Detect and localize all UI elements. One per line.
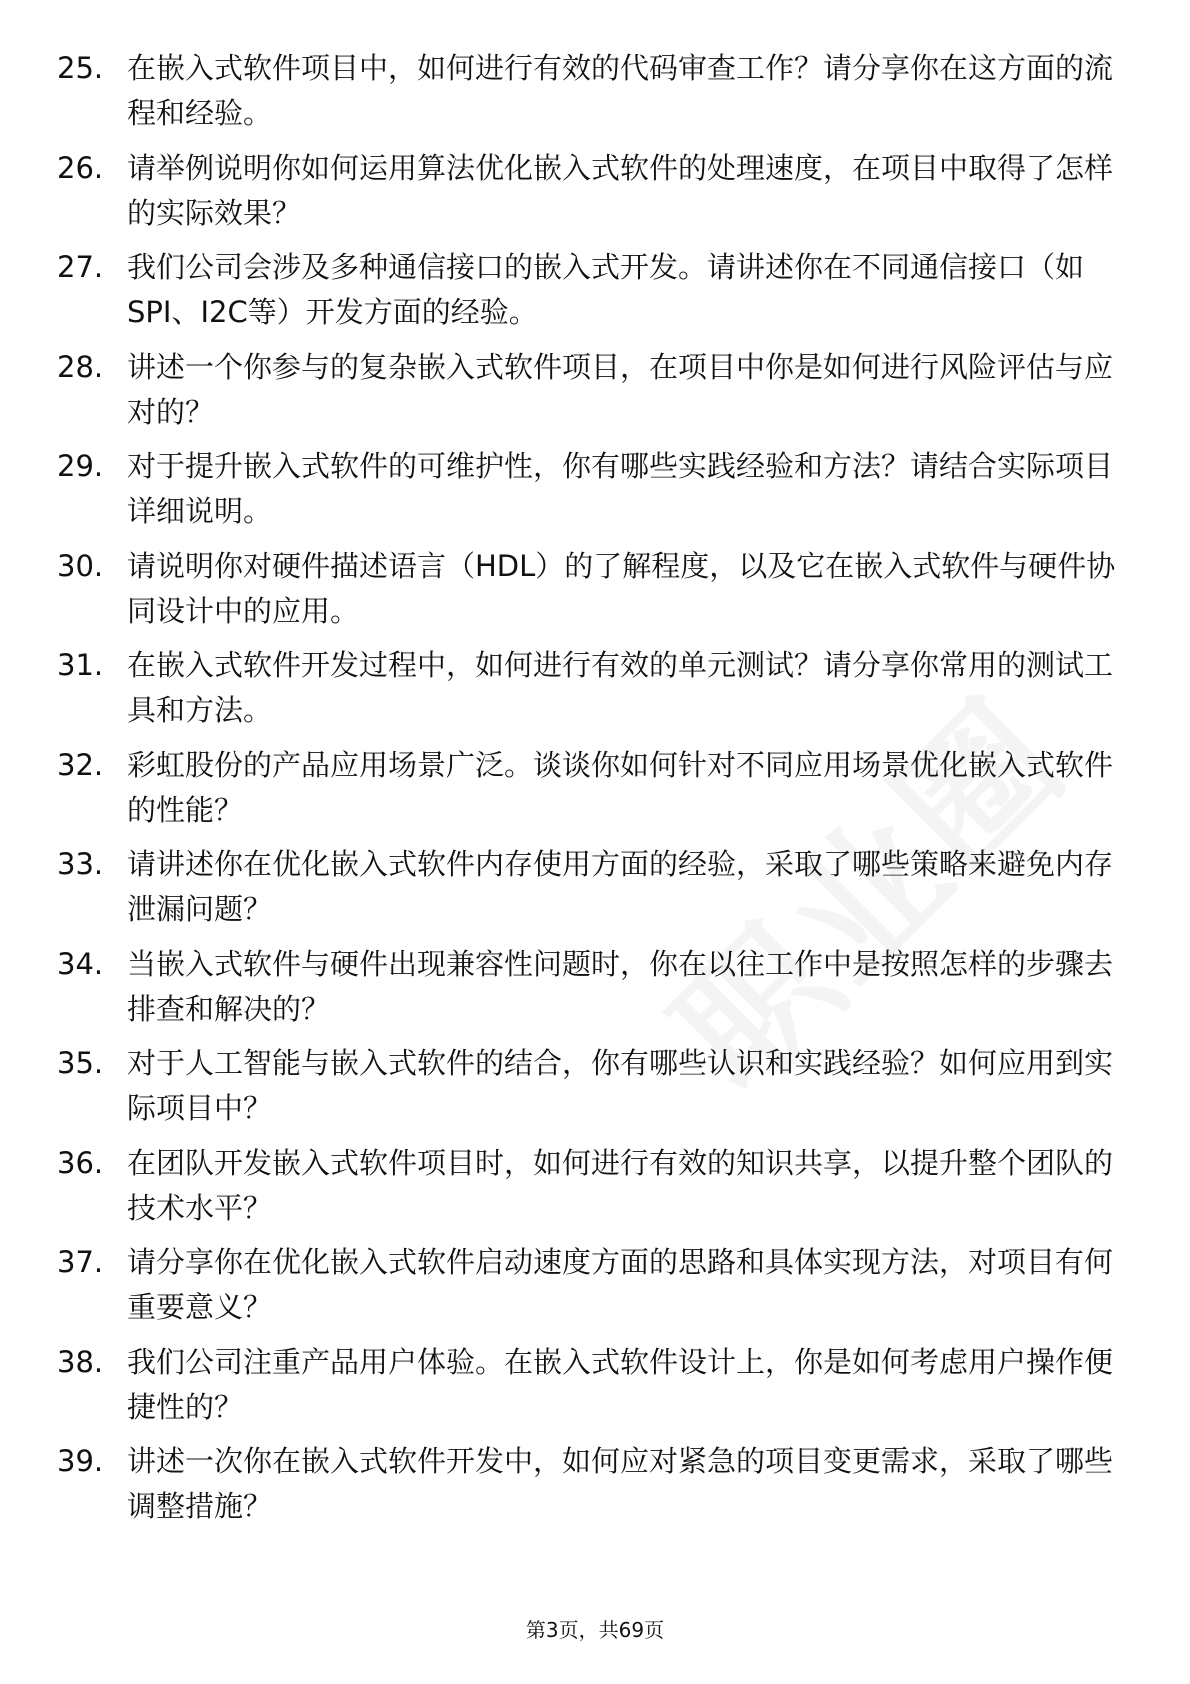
question-number: 37.	[57, 1245, 104, 1279]
question-text: 彩虹股份的产品应用场景广泛。谈谈你如何针对不同应用场景优化嵌入式软件的性能？	[127, 747, 1114, 827]
question-item	[0, 1041, 1190, 1141]
question-number: 35.	[57, 1046, 104, 1080]
question-number: 34.	[57, 946, 104, 981]
question-text: 请举例说明你如何运用算法优化嵌入式软件的处理速度，在项目中取得了怎样的实际效果？	[127, 150, 1114, 230]
question-item	[0, 942, 1190, 1042]
question-text: 我们公司注重产品用户体验。在嵌入式软件设计上，你是如何考虑用户操作便捷性的？	[127, 1344, 1114, 1424]
question-text: 请分享你在优化嵌入式软件启动速度方面的思路和具体实现方法，对项目有何重要意义？	[127, 1245, 1114, 1324]
question-item	[0, 1439, 1190, 1539]
question-text: 在嵌入式软件项目中，如何进行有效的代码审查工作？请分享你在这方面的流程和经验。	[127, 51, 1114, 130]
question-item	[0, 146, 1190, 246]
question-item	[0, 345, 1190, 445]
question-item	[0, 444, 1190, 544]
question-number: 33.	[57, 847, 104, 881]
question-item	[0, 643, 1190, 743]
question-item	[0, 743, 1190, 843]
question-number: 38.	[57, 1344, 104, 1379]
question-item	[0, 46, 1190, 146]
question-item	[0, 245, 1190, 345]
question-text: 在团队开发嵌入式软件项目时，如何进行有效的知识共享，以提升整个团队的技术水平？	[127, 1145, 1114, 1225]
question-text: 我们公司会涉及多种通信接口的嵌入式开发。请讲述你在不同通信接口（如SPI、I2C等）开发方面的经验。	[127, 250, 1085, 329]
question-item	[0, 842, 1190, 942]
question-item	[0, 1340, 1190, 1440]
question-text: 请说明你对硬件描述语言（HDL）的了解程度，以及它在嵌入式软件与硬件协同设计中的应用。	[127, 548, 1116, 628]
page-footer	[0, 1614, 1190, 1643]
question-number: 26.	[57, 150, 104, 185]
question-text: 对于人工智能与嵌入式软件的结合，你有哪些认识和实践经验？如何应用到实际项目中？	[127, 1046, 1114, 1125]
question-text: 当嵌入式软件与硬件出现兼容性问题时，你在以往工作中是按照怎样的步骤去排查和解决的？	[127, 946, 1114, 1026]
question-number: 27.	[57, 250, 104, 284]
question-number: 31.	[57, 648, 104, 682]
question-text: 讲述一个你参与的复杂嵌入式软件项目，在项目中你是如何进行风险评估与应对的？	[127, 349, 1114, 429]
question-text: 对于提升嵌入式软件的可维护性，你有哪些实践经验和方法？请结合实际项目详细说明。	[127, 449, 1114, 528]
question-number: 29.	[57, 449, 104, 483]
question-text: 在嵌入式软件开发过程中，如何进行有效的单元测试？请分享你常用的测试工具和方法。	[127, 648, 1114, 727]
page-number-label: 第3页，共69页	[525, 1618, 665, 1642]
question-number: 28.	[57, 349, 104, 384]
question-number: 36.	[57, 1145, 104, 1180]
question-number: 30.	[57, 548, 104, 583]
question-item	[0, 1141, 1190, 1241]
question-number: 25.	[57, 51, 104, 85]
question-item	[0, 544, 1190, 644]
question-number: 32.	[57, 747, 104, 782]
question-text: 讲述一次你在嵌入式软件开发中，如何应对紧急的项目变更需求，采取了哪些调整措施？	[127, 1444, 1114, 1523]
question-number: 39.	[57, 1444, 104, 1478]
question-list	[0, 46, 1190, 1539]
question-item	[0, 1240, 1190, 1340]
question-text: 请讲述你在优化嵌入式软件内存使用方面的经验，采取了哪些策略来避免内存泄漏问题？	[127, 847, 1114, 926]
